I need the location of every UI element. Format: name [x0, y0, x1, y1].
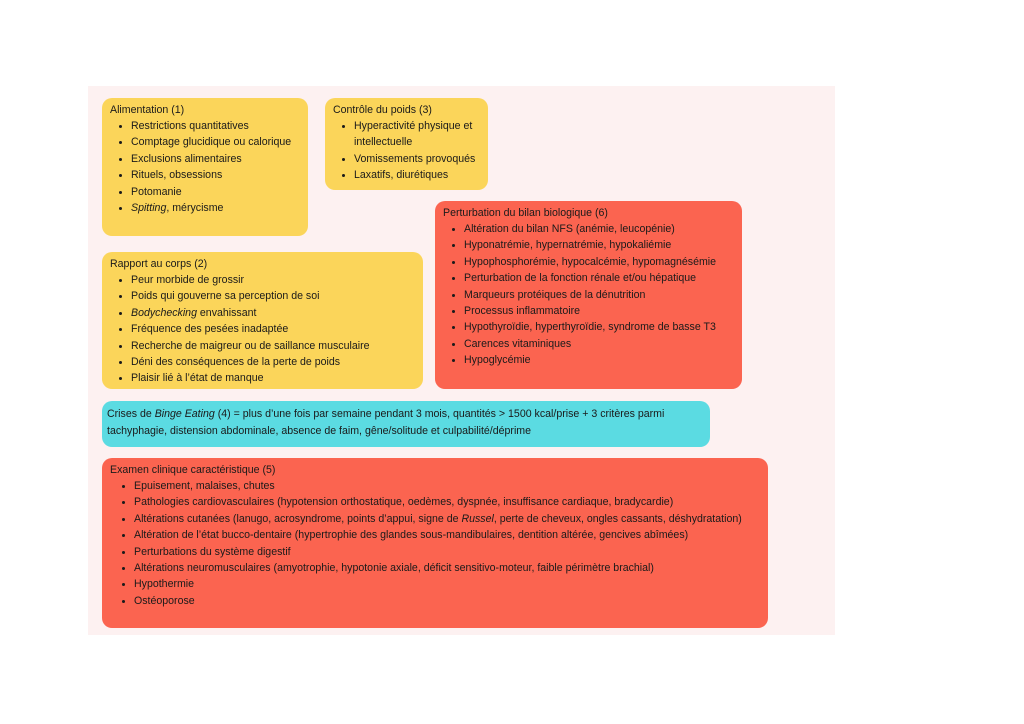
controle-poids-title: Contrôle du poids (3) [333, 104, 432, 116]
list-item: • Plaisir lié à l’état de manque [131, 370, 415, 386]
list-item-text: , mérycisme [166, 202, 224, 215]
list-item [134, 511, 760, 527]
list-item: • Hypothyroïdie, hyperthyroïdie, syndrome de basse T3 [464, 319, 734, 335]
alimentation-list [110, 118, 300, 216]
list-item: • Vomissements provoqués [354, 151, 480, 167]
list-item: • Marqueurs protéiques de la dénutrition [464, 287, 734, 303]
alimentation-title: Alimentation (1) [110, 104, 185, 116]
list-item: • Fréquence des pesées inadaptée [131, 321, 415, 337]
rapport-corps-title: Rapport au corps (2) [110, 258, 208, 270]
list-item: • Exclusions alimentaires [131, 151, 300, 167]
list-item: • Déni des conséquences de la perte de poids [131, 354, 415, 370]
list-item: • Hyperactivité physique et intellectuelle [354, 118, 480, 151]
list-item: • Processus inflammatoire [464, 303, 734, 319]
list-item: • Hypothermie [134, 576, 760, 592]
crises-binge-eating-text [107, 406, 702, 440]
examen-clinique-list [110, 478, 760, 609]
list-item: • Hypoglycémie [464, 352, 734, 368]
list-item [131, 200, 300, 216]
list-item: • Altération du bilan NFS (anémie, leucopénie) [464, 221, 734, 237]
list-item: • Carences vitaminiques [464, 336, 734, 352]
list-item: • Recherche de maigreur ou de saillance musculaire [131, 338, 415, 354]
controle-poids-list [333, 118, 480, 184]
list-item: • Hyponatrémie, hypernatrémie, hypokaliémie [464, 237, 734, 253]
list-item: • Altération de l’état bucco-dentaire (hypertrophie des glandes sous-mandibulaires, dentition altérée, gencives abîmées) [134, 527, 760, 543]
list-item: • Hypophosphorémie, hypocalcémie, hypomagnésémie [464, 254, 734, 270]
list-item: • Peur morbide de grossir [131, 272, 415, 288]
rapport-corps-list [110, 272, 415, 387]
bilan-biologique-title: Perturbation du bilan biologique (6) [443, 207, 608, 219]
rapport-corps-box [102, 252, 423, 389]
controle-poids-box [325, 98, 488, 190]
examen-clinique-title: Examen clinique caractéristique (5) [110, 464, 276, 476]
crises-description: (4) = plus d’une fois par semaine pendant 3 mois, quantités > 1500 kcal/prise + 3 critères parmi tachyphagie, distension abdominale, absence de faim, gêne/solitude et culpabilité/déprime [107, 408, 665, 437]
bilan-biologique-list [443, 221, 734, 369]
list-item-text: , perte de cheveux, ongles cassants, déshydratation) [493, 512, 742, 525]
list-item: • Ostéoporose [134, 593, 760, 609]
list-item: • Restrictions quantitatives [131, 118, 300, 134]
list-item-text: envahissant [196, 306, 257, 319]
list-item: • Pathologies cardiovasculaires (hypotension orthostatique, oedèmes, dyspnée, insuffisance cardiaque, bradycardie) [134, 494, 760, 510]
list-item: • Poids qui gouverne sa perception de soi [131, 288, 415, 304]
list-item: • Perturbations du système digestif [134, 544, 760, 560]
list-item: • Altérations neuromusculaires (amyotrophie, hypotonie axiale, déficit sensitivo-moteur, faible périmètre brachial) [134, 560, 760, 576]
list-item: • Comptage glucidique ou calorique [131, 134, 300, 150]
crises-binge-eating-box [102, 401, 710, 447]
emphasis-text: Bodychecking [131, 306, 197, 319]
list-item: • Perturbation de la fonction rénale et/ou hépatique [464, 270, 734, 286]
emphasis-text: Binge Eating [154, 408, 215, 420]
examen-clinique-box [102, 458, 768, 628]
list-item [131, 305, 415, 321]
emphasis-text: Russel [461, 512, 494, 525]
list-item: • Rituels, obsessions [131, 167, 300, 183]
list-item: • Laxatifs, diurétiques [354, 167, 480, 183]
list-item-text: Altérations cutanées (lanugo, acrosyndrome, points d’appui, signe de [134, 512, 462, 525]
emphasis-text: Spitting [131, 202, 167, 215]
list-item: • Epuisement, malaises, chutes [134, 478, 760, 494]
list-item: • Potomanie [131, 184, 300, 200]
alimentation-box [102, 98, 308, 236]
bilan-biologique-box [435, 201, 742, 389]
crises-prefix: Crises de [107, 408, 155, 420]
